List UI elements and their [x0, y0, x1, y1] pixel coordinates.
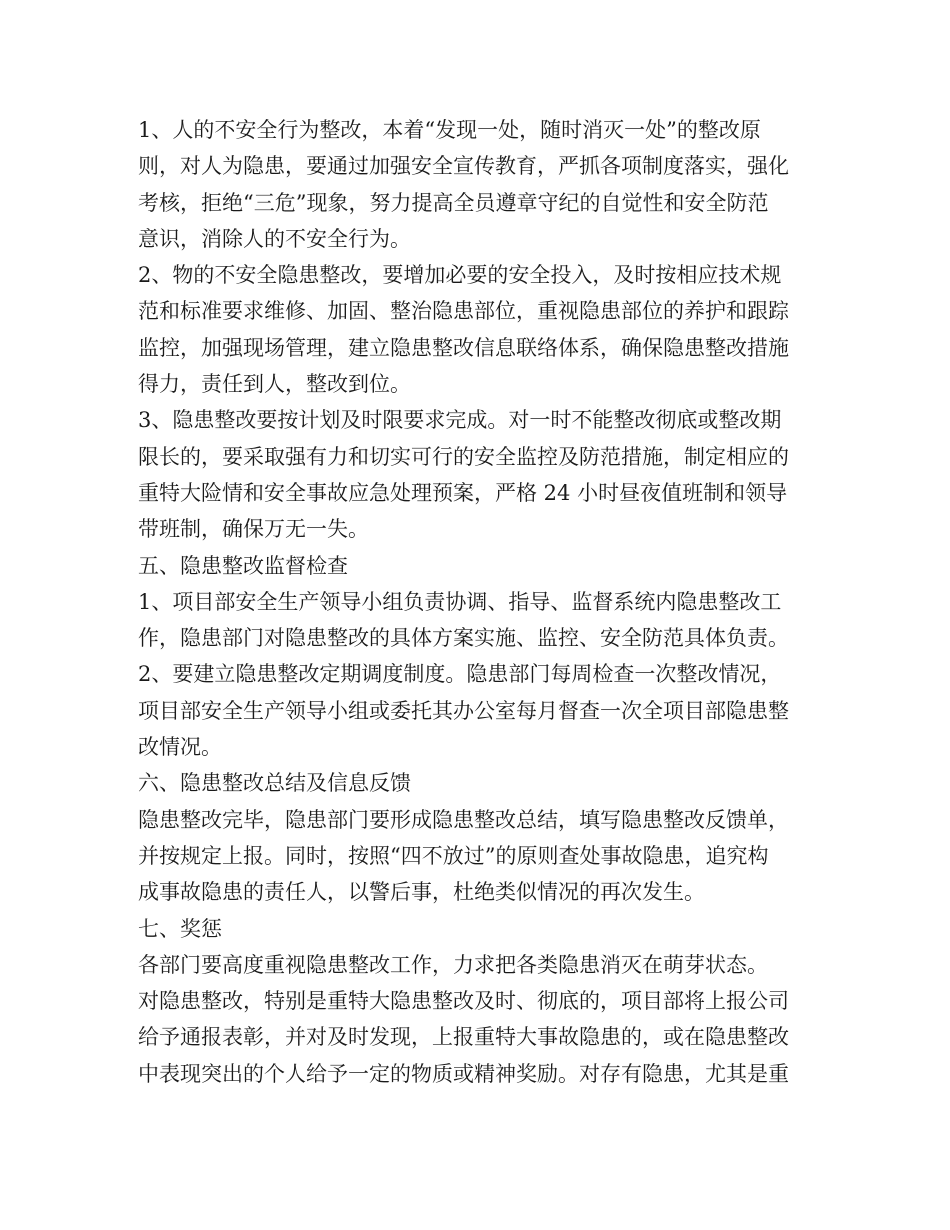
text-line: 监控，加强现场管理，建立隐患整改信息联络体系，确保隐患整改措施	[138, 335, 789, 360]
text-line: 范和标准要求维修、加固、整治隐患部位，重视隐患部位的养护和跟踪	[138, 299, 789, 324]
section-heading: 七、奖惩	[138, 916, 222, 941]
text-line: 限长的，要采取强有力和切实可行的安全监控及防范措施，制定相应的	[138, 444, 789, 469]
text-line: 得力，责任到人，整改到位。	[138, 372, 411, 397]
section-heading: 五、隐患整改监督检查	[138, 553, 348, 578]
section-heading: 六、隐患整改总结及信息反馈	[138, 771, 411, 796]
text-line: 成事故隐患的责任人，以警后事，杜绝类似情况的再次发生。	[138, 880, 705, 905]
text-line: 3、隐患整改要按计划及时限要求完成。对一时不能整改彻底或整改期	[138, 408, 782, 433]
text-line: 1、人的不安全行为整改，本着“发现一处，随时消灭一处”的整改原	[138, 118, 761, 142]
text-line: 并按规定上报。同时，按照“四不放过”的原则查处事故隐患，追究构	[138, 843, 769, 868]
document-body	[138, 112, 828, 1092]
text-line: 1、项目部安全生产领导小组负责协调、指导、监督系统内隐患整改工	[138, 589, 782, 614]
text-line: 作，隐患部门对隐患整改的具体方案实施、监控、安全防范具体负责。	[138, 626, 789, 651]
text-line: 2、物的不安全隐患整改，要增加必要的安全投入，及时按相应技术规	[138, 263, 782, 288]
text-line: 2、要建立隐患整改定期调度制度。隐患部门每周检查一次整改情况，	[138, 662, 782, 687]
text-line: 给予通报表彰，并对及时发现，上报重特大事故隐患的，或在隐患整改	[138, 1025, 789, 1050]
text-line: 意识，消除人的不安全行为。	[138, 226, 411, 251]
text-line: 则，对人为隐患，要通过加强安全宣传教育，严抓各项制度落实，强化	[138, 154, 789, 179]
text-line: 中表现突出的个人给予一定的物质或精神奖励。对存有隐患，尤其是重	[138, 1061, 789, 1086]
text-line: 各部门要高度重视隐患整改工作，力求把各类隐患消灭在萌芽状态。	[138, 952, 768, 977]
text-line: 带班制，确保万无一失。	[138, 517, 369, 542]
text-line: 项目部安全生产领导小组或委托其办公室每月督查一次全项目部隐患整	[138, 698, 789, 723]
text-line: 考核，拒绝“三危”现象，努力提高全员遵章守纪的自觉性和安全防范	[138, 190, 769, 215]
text-line: 重特大险情和安全事故应急处理预案，严格 24 小时昼夜值班制和领导	[138, 480, 788, 505]
text-line: 对隐患整改，特别是重特大隐患整改及时、彻底的，项目部将上报公司	[138, 989, 789, 1014]
text-line: 改情况。	[138, 735, 222, 760]
text-line: 隐患整改完毕，隐患部门要形成隐患整改总结，填写隐患整改反馈单，	[138, 807, 789, 832]
